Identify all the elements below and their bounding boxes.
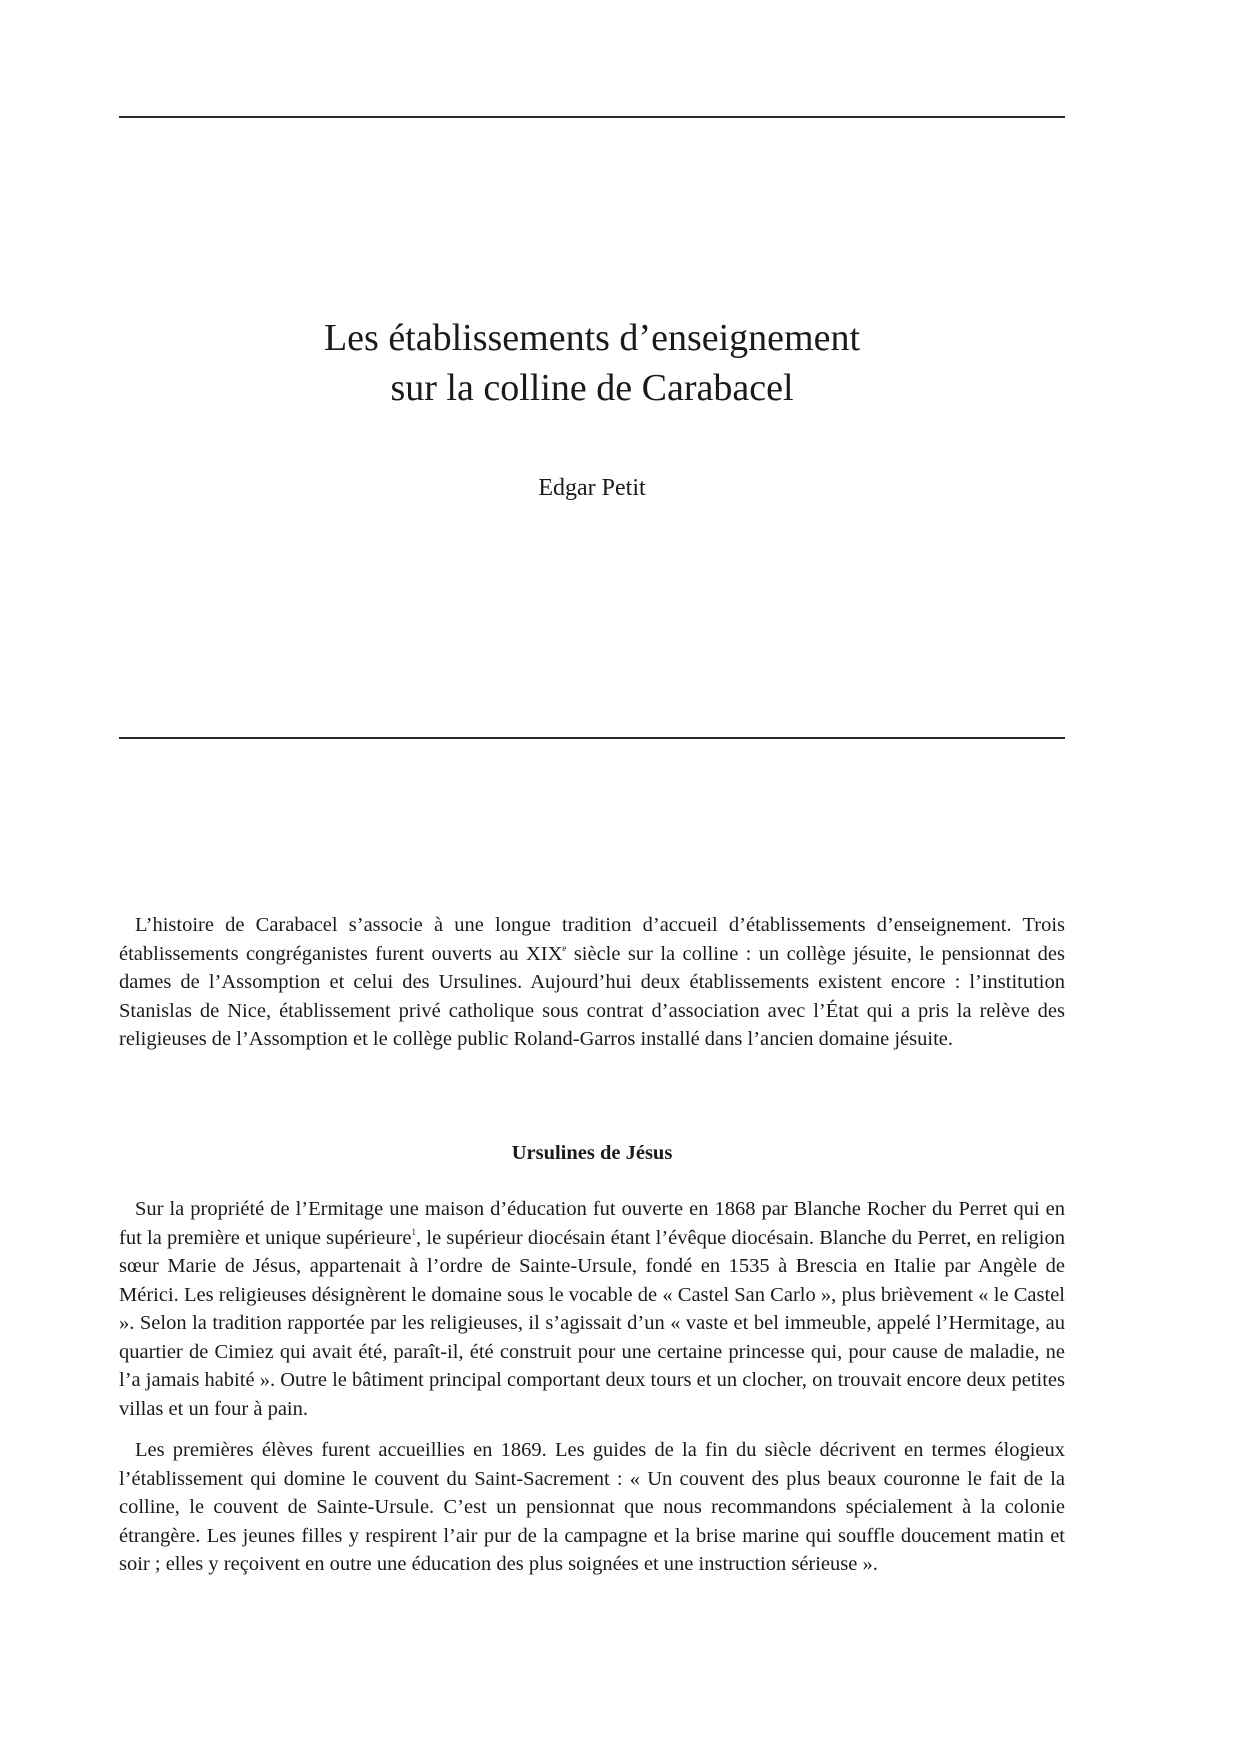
section-body	[119, 1195, 1065, 1579]
intro-paragraph	[119, 911, 1065, 1054]
bottom-rule	[119, 737, 1065, 739]
intro-section	[119, 911, 1065, 1054]
article-author: Edgar Petit	[538, 475, 646, 501]
article-title	[119, 313, 1065, 413]
section-paragraph-1-part-1: Sur la propriété de l’Ermitage une maison d’éducation fut ouverte en 1868 par Blanche Rocher du Perret qui en fut la première et unique supérieure	[119, 1198, 1065, 1249]
intro-text-part-2: siècle sur la colline : un collège jésuite, le pensionnat des dames de l’Assomption et celui des Ursulines. Aujourd’hui deux établissements existent encore : l’institution Stanislas de Nice, établissement privé catholique sous contrat d’association avec l’État qui a pris la relève des religieuses de l’Assomption et le collège public Roland-Garros installé dans l’ancien domaine jésuite.	[119, 942, 1065, 1050]
section-paragraph-1	[119, 1195, 1065, 1423]
intro-text-part-1: L’histoire de Carabacel s’associe à une longue tradition d’accueil d’établissements d’enseignement. Trois établissements congréganistes furent ouverts au XIX	[119, 914, 1065, 965]
footnote-marker[interactable]: 1	[411, 1226, 417, 1237]
section-paragraph-2: Les premières élèves furent accueillies en 1869. Les guides de la fin du siècle décrivent en termes élogieux l’établissement qui domine le couvent du Saint-Sacrement : « Un couvent des plus beaux couronne le fait de la colline, le couvent de Sainte-Ursule. C’est un pensionnat que nous recommandons spécialement à la colonie étrangère. Les jeunes filles y respirent l’air pur de la campagne et la brise marine qui souffle doucement matin et soir ; elles y reçoivent en outre une éducation des plus soignées et une instruction sérieuse ».	[119, 1439, 1065, 1575]
article-title-line-1: Les établissements d’enseignement	[323, 317, 861, 359]
century-superscript: e	[562, 942, 567, 953]
top-rule	[119, 116, 1065, 118]
article-title-line-2: sur la colline de Carabacel	[390, 367, 794, 409]
section-heading: Ursulines de Jésus	[511, 1142, 673, 1164]
section-paragraph-1-part-2: , le supérieur diocésain étant l’évêque diocésain. Blanche du Perret, en religion sœur Marie de Jésus, appartenait à l’ordre de Sainte-Ursule, fondé en 1535 à Brescia en Italie par Angèle de Mérici. Les religieuses désignèrent le domaine sous le vocable de « Castel San Carlo », plus brièvement « le Castel ». Selon la tradition rapportée par les religieuses, il s’agissait d’un « vaste et bel immeuble, appelé l’Hermitage, au quartier de Cimiez qui avait été, paraît-il, été construit pour une certaine princesse qui, pour cause de maladie, ne l’a jamais habité ». Outre le bâtiment principal comportant deux tours et un clocher, on trouvait encore deux petites villas et un four à pain.	[119, 1226, 1065, 1420]
